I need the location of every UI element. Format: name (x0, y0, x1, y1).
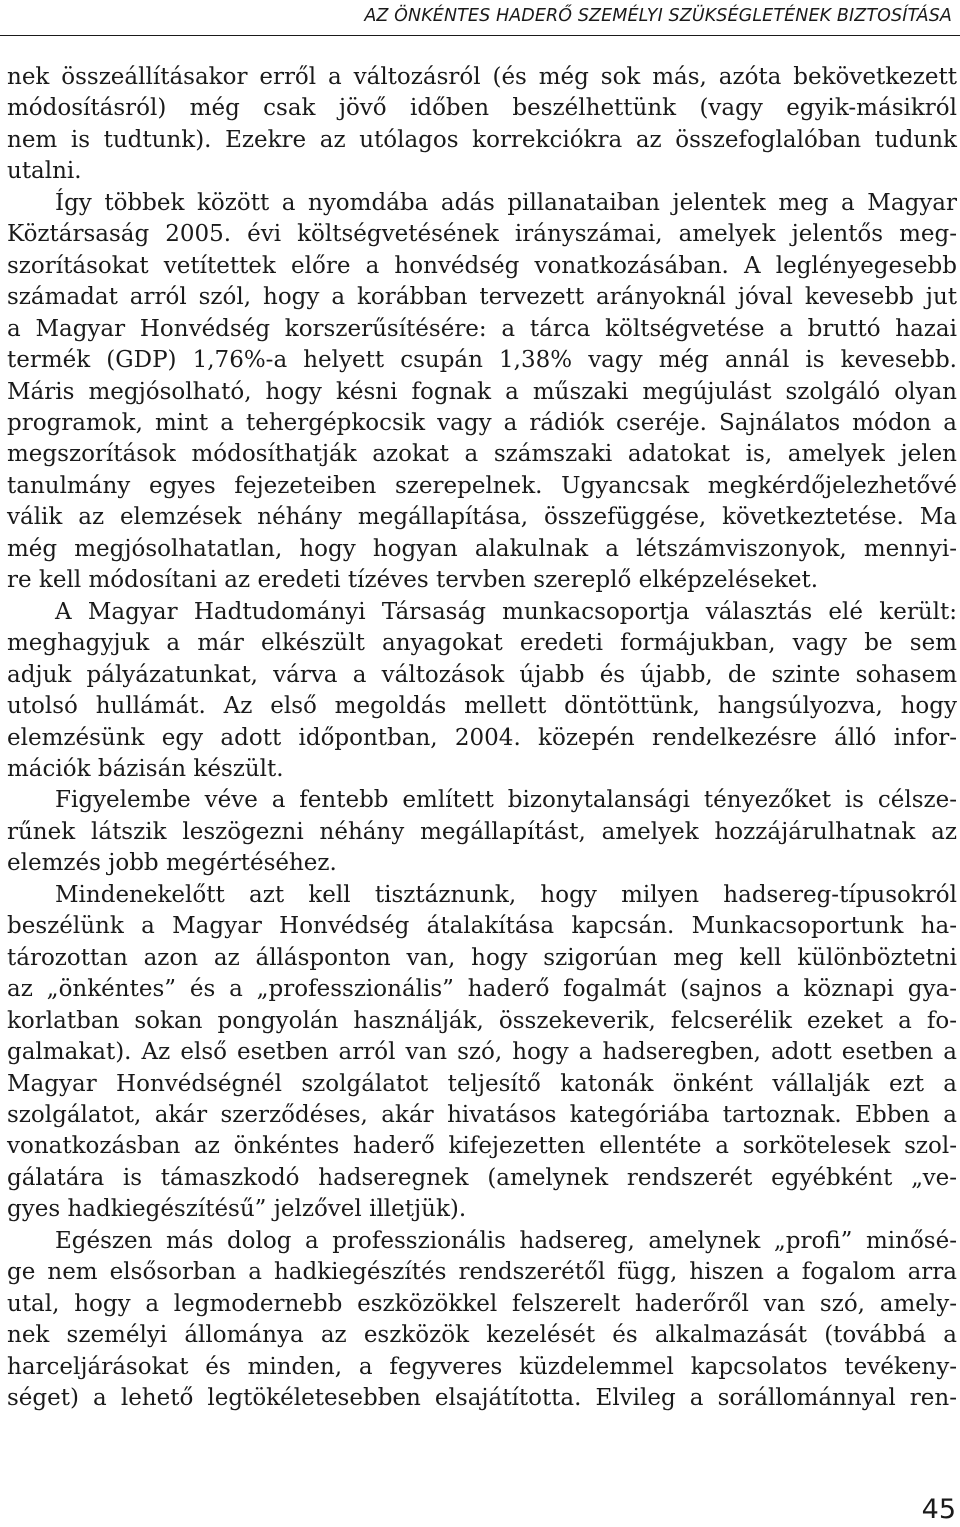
text-line: ge nem elsősorban a hadkiegészítés rendszerétől függ, hiszen a fogalom arra (7, 1259, 957, 1286)
text-line: szorításokat vetítettek előre a honvédség vonatkozásában. A leglényegesebb (7, 252, 957, 279)
text-line: még megjósolhatatlan, hogy hogyan alakulnak a létszámviszonyok, mennyi- (7, 535, 957, 562)
text-line: korlatban sokan pongyolán használják, összekeverik, felcserélik ezeket a fo- (7, 1007, 957, 1034)
paragraph (7, 188, 957, 597)
text-line: Köztársaság 2005. évi költségvetésének irányszámai, amelyek jelentős meg- (7, 221, 957, 248)
text-line: elemzésünk egy adott időpontban, 2004. közepén rendelkezésre álló infor- (7, 724, 957, 751)
text-line: Figyelembe véve a fentebb említett bizonytalansági tényezőket is célsze- (55, 787, 957, 814)
text-line: utalni. (7, 158, 82, 185)
paragraph (7, 1226, 957, 1415)
text-line: termék (GDP) 1,76%-a helyett csupán 1,38% vagy még annál is kevesebb. (7, 347, 957, 374)
text-line: utolsó hullámát. Az első megoldás mellett döntöttünk, hangsúlyozva, hogy (7, 693, 957, 720)
running-header-title: AZ ÖNKÉNTES HADERŐ SZEMÉLYI SZÜKSÉGLETÉNEK BIZTOSÍTÁSA (364, 6, 952, 26)
text-line: harceljárásokat és minden, a fegyveres küzdelemmel kapcsolatos tevékeny- (7, 1353, 957, 1380)
text-line: számadat arról szól, hogy a korábban tervezett arányoknál jóval kevesebb jut (7, 284, 957, 311)
text-line: nek összeállításakor erről a változásról (és még sok más, azóta bekövetkezett (7, 64, 957, 90)
text-line: gyes hadkiegészítésű” jelzővel illetjük). (7, 1196, 467, 1223)
text-line: mációk bázisán készült. (7, 755, 284, 782)
text-line: Magyar Honvédségnél szolgálatot teljesítő katonák önként vállalják ezt a (7, 1070, 957, 1097)
text-line: megszorítások módosíthatják azokat a számszaki adatokat is, amelyek jelen (7, 441, 957, 468)
text-line: beszélünk a Magyar Honvédség átalakítása kapcsán. Munkacsoportunk ha- (7, 913, 957, 940)
text-line: módosításról) még csak jövő időben beszélhettünk (vagy egyik-másikról (7, 95, 957, 122)
body-text (7, 62, 957, 1414)
paragraph (7, 785, 957, 879)
text-line: séget) a lehető legtökéletesebben elsajátította. Elvileg a sorállománnyal ren- (7, 1385, 957, 1412)
text-line: Mindenekelőtt azt kell tisztáznunk, hogy milyen hadsereg-típusokról (55, 881, 957, 908)
text-line: az „önkéntes” és a „professzionális” haderő fogalmát (sajnos a köznapi gya- (7, 976, 957, 1003)
text-line: nem is tudtunk). Ezekre az utólagos korrekciókra az összefoglalóban tudunk (7, 126, 957, 153)
text-line: tározottan azon az állásponton van, hogy szigorúan meg kell különböztetni (7, 944, 957, 971)
paragraph (7, 880, 957, 1226)
text-line: rűnek látszik leszögezni néhány megállapítást, amelyek hozzájárulhatnak az (7, 818, 957, 845)
paragraph (7, 597, 957, 786)
text-line: utal, hogy a legmodernebb eszközökkel felszerelt haderőről van szó, amely- (7, 1290, 957, 1317)
text-line: adjuk pályázatunkat, várva a változások újabb és újabb, de szinte sohasem (7, 661, 957, 688)
text-line: Máris megjósolható, hogy késni fognak a műszaki megújulást szolgáló olyan (7, 378, 957, 405)
text-line: gálatára is támaszkodó hadseregnek (amelynek rendszerét egyébként „ve- (7, 1164, 957, 1191)
text-line: meghagyjuk a már elkészült anyagokat eredeti formájukban, vagy be sem (7, 630, 957, 657)
text-line: A Magyar Hadtudományi Társaság munkacsoportja választás elé került: (55, 598, 957, 625)
paragraph (7, 62, 957, 188)
text-line: Így többek között a nyomdába adás pillanataiban jelentek meg a Magyar (55, 189, 957, 216)
text-line: galmakat). Az első esetben arról van szó, hogy a hadseregben, adott esetben a (7, 1039, 957, 1066)
text-line: tanulmány egyes fejezeteiben szerepelnek. Ugyancsak megkérdőjelezhetővé (7, 472, 957, 499)
text-line: nek személyi állománya az eszközök kezelését és alkalmazását (továbbá a (7, 1322, 957, 1349)
text-line: a Magyar Honvédség korszerűsítésére: a tárca költségvetése a bruttó hazai (7, 315, 957, 342)
text-line: programok, mint a tehergépkocsik vagy a rádiók cseréje. Sajnálatos módon a (7, 409, 957, 436)
text-line: vonatkozásban az önkéntes haderő kifejezetten ellentéte a sorkötelesek szol- (7, 1133, 957, 1160)
text-line: válik az elemzések néhány megállapítása, összefüggése, következtetése. Ma (7, 504, 957, 531)
header-rule (0, 35, 960, 36)
page-number: 45 (921, 1494, 956, 1525)
text-line: Egészen más dolog a professzionális hadsereg, amelynek „profi” minősé- (55, 1227, 957, 1254)
text-line: szolgálatot, akár szerződéses, akár hivatásos kategóriába tartoznak. Ebben a (7, 1101, 957, 1128)
text-line: re kell módosítani az eredeti tízéves tervben szereplő elképzeléseket. (7, 567, 819, 594)
text-line: elemzés jobb megértéséhez. (7, 850, 337, 877)
